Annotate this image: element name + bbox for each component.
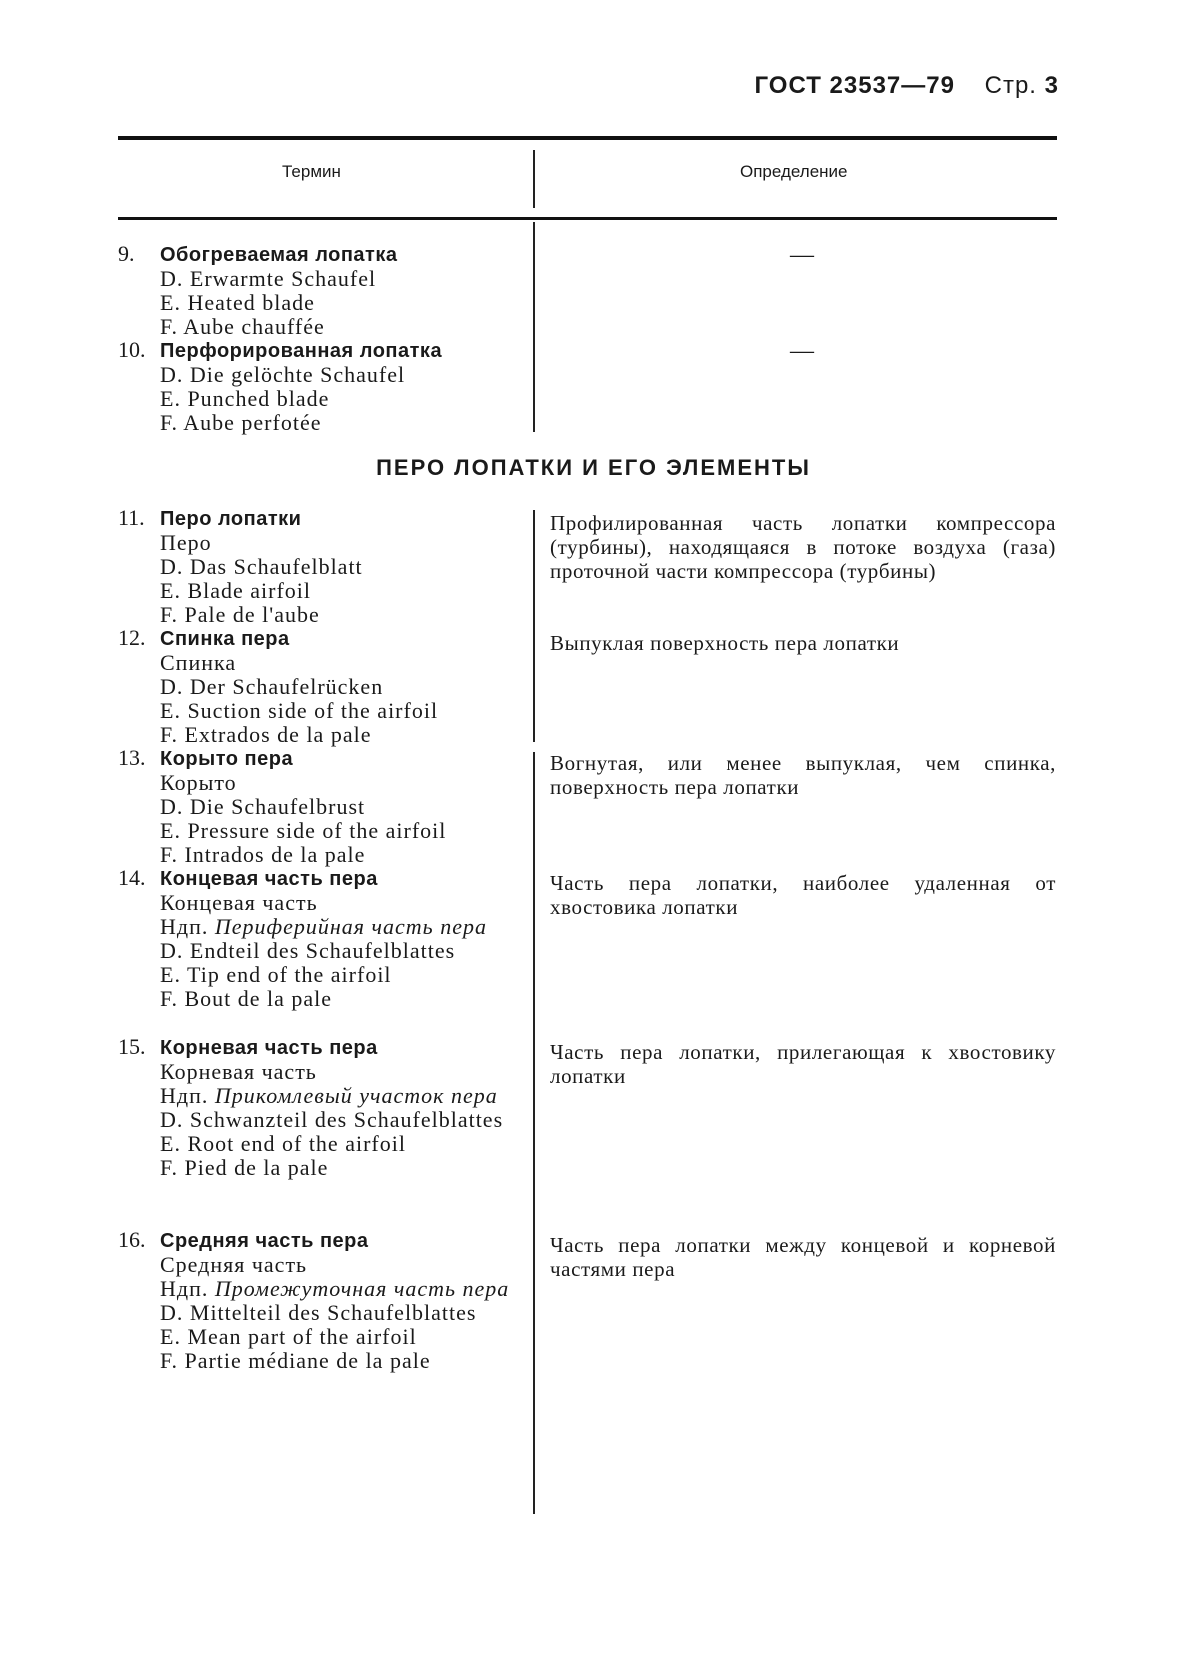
entry-number: 11.	[118, 505, 145, 530]
entry-number: 10.	[118, 337, 146, 362]
term-entry	[118, 866, 518, 1011]
term-english: E. Heated blade	[160, 290, 315, 315]
table-top-rule	[118, 136, 1057, 140]
deprecated-label: Ндп.	[160, 1083, 209, 1108]
deprecated-term: Промежуточная часть пера	[214, 1276, 510, 1301]
term-french: F. Aube chauffée	[160, 314, 325, 339]
term-main: Концевая часть пера	[160, 868, 378, 890]
deprecated-label: Ндп.	[160, 914, 209, 939]
term-deprecated	[118, 915, 520, 939]
term-short: Перо	[160, 530, 212, 555]
term-main: Средняя часть пера	[160, 1230, 369, 1252]
column-divider-upper	[533, 222, 535, 432]
entry-number: 9.	[118, 241, 135, 266]
column-header-term: Термин	[282, 162, 341, 181]
definition-text: Часть пера лопатки, прилегающая к хвостовику лопатки	[550, 1040, 1056, 1088]
definition-text: Часть пера лопатки, наиболее удаленная от хвостовика лопатки	[550, 871, 1056, 919]
document-code: ГОСТ 23537—79	[754, 72, 955, 99]
column-divider-lower-2	[533, 752, 535, 1514]
term-deprecated	[118, 1277, 520, 1301]
entry-number: 14.	[118, 865, 146, 890]
term-french: F. Pale de l'aube	[160, 602, 320, 627]
term-main: Перфорированная лопатка	[160, 340, 443, 362]
deprecated-term: Периферийная часть пера	[214, 914, 487, 939]
term-german: D. Endteil des Schaufelblattes	[160, 938, 456, 963]
term-main: Спинка пера	[160, 628, 290, 650]
table-header-rule	[118, 217, 1057, 220]
term-english: E. Punched blade	[160, 386, 330, 411]
term-main: Перо лопатки	[160, 508, 302, 530]
term-french: F. Extrados de la pale	[160, 722, 372, 747]
term-german: D. Der Schaufelrücken	[160, 674, 384, 699]
term-entry	[118, 626, 518, 747]
term-french: F. Pied de la pale	[160, 1155, 329, 1180]
deprecated-term: Прикомлевый участок пера	[214, 1083, 498, 1108]
term-english: E. Mean part of the airfoil	[160, 1324, 417, 1349]
term-french: F. Aube perfotée	[160, 410, 322, 435]
term-english: E. Suction side of the airfoil	[160, 698, 439, 723]
entry-number: 15.	[118, 1034, 146, 1059]
term-short: Спинка	[160, 650, 237, 675]
term-german: D. Die Schaufelbrust	[160, 794, 366, 819]
term-short: Средняя часть	[160, 1252, 308, 1277]
term-german: D. Die gelöchte Schaufel	[160, 362, 406, 387]
term-entry	[118, 242, 518, 339]
term-short: Концевая часть	[160, 890, 318, 915]
page-label: Стр.	[984, 72, 1037, 99]
term-entry	[118, 1228, 518, 1373]
definition-dash: —	[790, 242, 814, 268]
term-main: Корыто пера	[160, 748, 294, 770]
term-short: Корневая часть	[160, 1059, 317, 1084]
term-german: D. Mittelteil des Schaufelblattes	[160, 1300, 477, 1325]
definition-text: Профилированная часть лопатки компрессора (турбины), находящаяся в потоке воздуха (газа) проточной части компрессора (турбины)	[550, 511, 1056, 583]
page-indicator	[985, 72, 1059, 99]
entry-number: 12.	[118, 625, 146, 650]
page-number: 3	[1044, 72, 1059, 99]
column-divider-lower-1	[533, 510, 535, 742]
deprecated-label: Ндп.	[160, 1276, 209, 1301]
column-header-definition: Определение	[740, 162, 848, 181]
page-header	[755, 72, 1060, 100]
term-french: F. Partie médiane de la pale	[160, 1348, 431, 1373]
entry-number: 16.	[118, 1227, 146, 1252]
header-divider	[533, 150, 535, 208]
term-entry	[118, 338, 518, 435]
definition-text: Вогнутая, или менее выпуклая, чем спинка, поверхность пера лопатки	[550, 751, 1056, 799]
definition-dash: —	[790, 338, 814, 364]
term-french: F. Bout de la pale	[160, 986, 333, 1011]
section-title: ПЕРО ЛОПАТКИ И ЕГО ЭЛЕМЕНТЫ	[376, 455, 811, 480]
term-short: Корыто	[160, 770, 237, 795]
term-entry	[118, 746, 518, 867]
term-entry	[118, 1035, 518, 1180]
term-main: Обогреваемая лопатка	[160, 244, 398, 266]
term-german: D. Das Schaufelblatt	[160, 554, 363, 579]
term-english: E. Tip end of the airfoil	[160, 962, 392, 987]
term-english: E. Pressure side of the airfoil	[160, 818, 447, 843]
term-deprecated	[118, 1084, 520, 1108]
term-german: D. Erwarmte Schaufel	[160, 266, 377, 291]
term-main: Корневая часть пера	[160, 1037, 378, 1059]
definition-text: Выпуклая поверхность пера лопатки	[550, 631, 900, 655]
term-english: E. Root end of the airfoil	[160, 1131, 406, 1156]
definition-text: Часть пера лопатки между концевой и корневой частями пера	[550, 1233, 1056, 1281]
term-entry	[118, 506, 518, 627]
term-french: F. Intrados de la pale	[160, 842, 366, 867]
term-english: E. Blade airfoil	[160, 578, 312, 603]
entry-number: 13.	[118, 745, 146, 770]
term-german: D. Schwanzteil des Schaufelblattes	[160, 1107, 504, 1132]
